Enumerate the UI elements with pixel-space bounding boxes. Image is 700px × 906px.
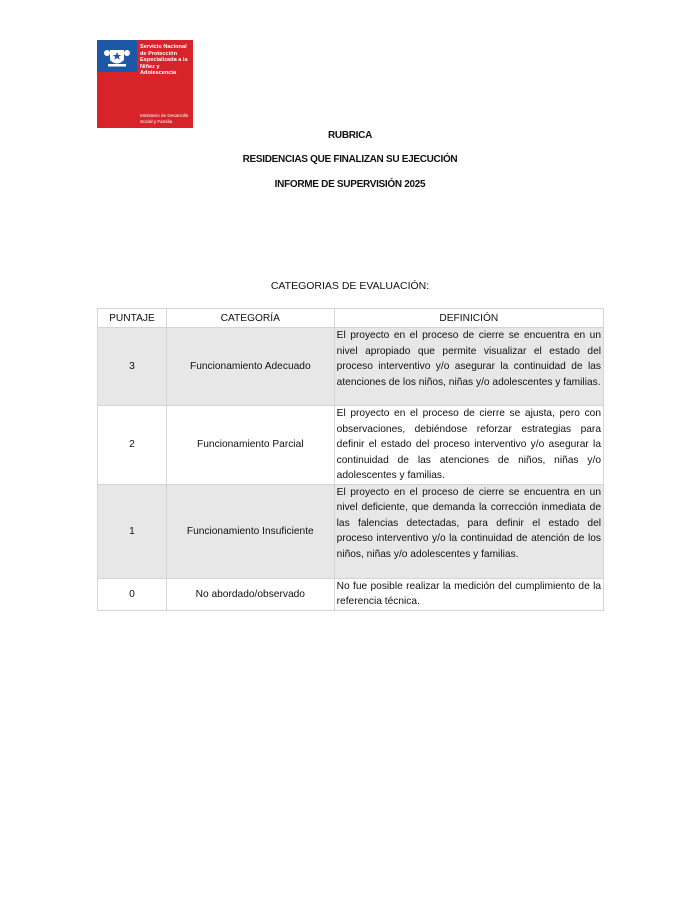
table-row — [98, 406, 604, 485]
logo-text-panel — [137, 40, 193, 128]
table-row — [98, 484, 604, 578]
institution-logo — [97, 40, 193, 128]
row-definition: El proyecto en el proceso de cierre se ajusta, pero con observaciones, debiéndose reforzar estrategias para definir el estado del proceso interventivo y/o asegurar la continuidad de las atenciones de niños, niñas y/o adolescentes y familias. — [334, 406, 603, 485]
row-score: 2 — [98, 406, 167, 485]
header-score: PUNTAJE — [98, 309, 167, 328]
evaluation-table — [97, 308, 604, 611]
row-score: 0 — [98, 578, 167, 610]
row-score: 1 — [98, 484, 167, 578]
table-row — [98, 328, 604, 406]
table-title: CATEGORIAS DE EVALUACIÓN: — [270, 280, 430, 292]
logo-color-bar — [97, 40, 137, 128]
row-definition: El proyecto en el proceso de cierre se encuentra en un nivel deficiente, que demanda la corrección inmediata de las falencias detectadas, para definir el estado del proceso interventivo y/o la continuidad de atención de los niños, niñas y/o adolescentes y familias. — [334, 484, 603, 578]
row-category: Funcionamiento Adecuado — [166, 328, 334, 406]
logo-red-block — [97, 72, 137, 128]
row-category: No abordado/observado — [166, 578, 334, 610]
coat-of-arms-icon — [103, 44, 131, 70]
document-subtitle: RESIDENCIAS QUE FINALIZAN SU EJECUCIÓN — [242, 154, 458, 165]
row-definition: El proyecto en el proceso de cierre se encuentra en un nivel apropiado que permite visualizar el estado del proceso interventivo y/o asegurar la continuidad de las atenciones de los niños, niñas y/o adolescentes y familias. — [334, 328, 603, 406]
header-category: CATEGORÍA — [166, 309, 334, 328]
logo-blue-block — [97, 40, 137, 72]
row-category: Funcionamiento Insuficiente — [166, 484, 334, 578]
document-report-name: INFORME DE SUPERVISIÓN 2025 — [274, 179, 426, 190]
table-header-row — [98, 309, 604, 328]
table-row — [98, 578, 604, 610]
row-definition: No fue posible realizar la medición del cumplimiento de la referencia técnica. — [334, 578, 603, 610]
logo-ministry: Ministerio de Desarrollo Social y Familia — [140, 113, 189, 124]
document-title: RUBRICA — [327, 130, 372, 141]
row-category: Funcionamiento Parcial — [166, 406, 334, 485]
logo-org-name: Servicio Nacional de Protección Especializada a la Niñez y Adolescencia — [140, 44, 188, 77]
header-definition: DEFINICIÓN — [334, 309, 603, 328]
row-score: 3 — [98, 328, 167, 406]
